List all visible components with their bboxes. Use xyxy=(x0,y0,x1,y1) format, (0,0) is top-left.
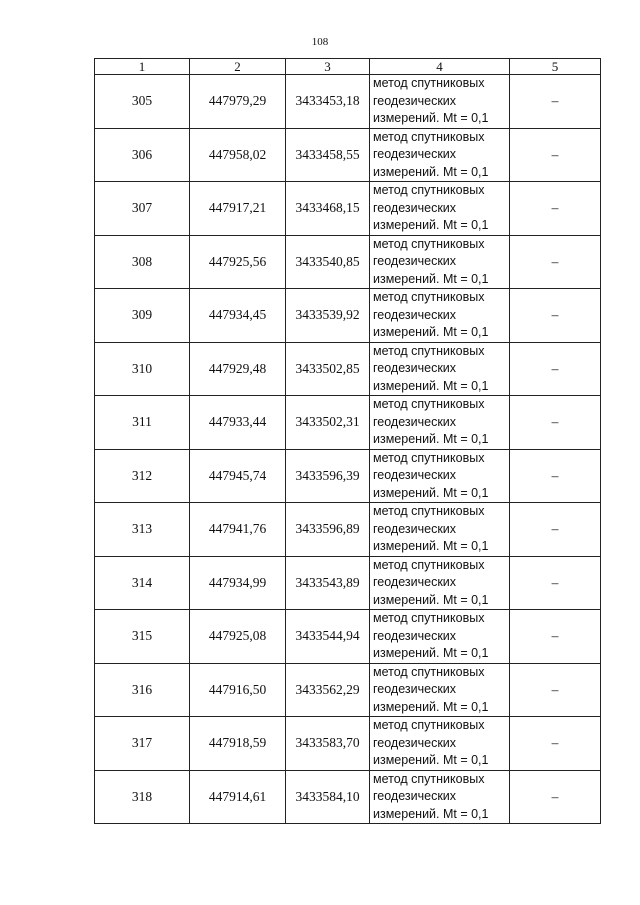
method-text-line: метод спутниковых xyxy=(373,236,485,251)
page-number: 108 xyxy=(311,36,329,48)
point-number-cell: 317 xyxy=(95,717,190,771)
point-number-cell: 306 xyxy=(95,128,190,182)
method-text-line: измерений. Mt = 0,1 xyxy=(373,806,489,821)
note-cell: – xyxy=(510,449,601,503)
method-cell xyxy=(370,75,510,129)
method-text-line: метод спутниковых xyxy=(373,664,485,679)
y-coordinate-cell: 3433468,15 xyxy=(286,182,370,236)
point-number-cell: 307 xyxy=(95,182,190,236)
x-coordinate-cell: 447958,02 xyxy=(190,128,286,182)
method-text-line: метод спутниковых xyxy=(373,611,485,625)
column-header-5: 5 xyxy=(510,59,601,75)
table-row xyxy=(95,75,601,129)
x-coordinate-cell: 447925,56 xyxy=(190,235,286,289)
note-cell: – xyxy=(510,556,601,610)
method-text-line: геодезических xyxy=(373,789,457,803)
method-text-line: метод спутниковых xyxy=(373,183,485,197)
y-coordinate-cell: 3433453,18 xyxy=(286,75,370,129)
table-row xyxy=(95,610,601,664)
method-text-line: метод спутниковых xyxy=(373,557,485,572)
table-row xyxy=(95,342,601,396)
y-coordinate-cell: 3433539,92 xyxy=(286,289,370,343)
table-row xyxy=(95,128,601,182)
method-text-line: геодезических xyxy=(373,682,457,696)
x-coordinate-cell: 447917,21 xyxy=(190,182,286,236)
method-cell xyxy=(370,556,510,610)
method-text-line: измерений. Mt = 0,1 xyxy=(373,592,489,607)
table-row xyxy=(95,182,601,236)
method-text-line: измерений. Mt = 0,1 xyxy=(373,699,489,714)
y-coordinate-cell: 3433562,29 xyxy=(286,663,370,717)
method-text-line: метод спутниковых xyxy=(373,343,485,358)
x-coordinate-cell: 447918,59 xyxy=(190,717,286,771)
y-coordinate-cell: 3433584,10 xyxy=(286,770,370,824)
column-header-4: 4 xyxy=(370,59,510,75)
y-coordinate-cell: 3433458,55 xyxy=(286,128,370,182)
method-text-line: измерений. Mt = 0,1 xyxy=(373,218,489,232)
method-text-line: измерений. Mt = 0,1 xyxy=(373,164,489,179)
method-text-line: метод спутниковых xyxy=(373,504,485,518)
method-text-line: геодезических xyxy=(373,414,457,429)
method-text-line: измерений. Mt = 0,1 xyxy=(373,753,489,767)
y-coordinate-cell: 3433540,85 xyxy=(286,235,370,289)
method-cell xyxy=(370,503,510,557)
method-text-line: метод спутниковых xyxy=(373,771,485,786)
method-cell xyxy=(370,128,510,182)
table-row xyxy=(95,235,601,289)
point-number-cell: 305 xyxy=(95,75,190,129)
method-text-line: метод спутниковых xyxy=(373,718,485,732)
method-cell xyxy=(370,663,510,717)
method-cell xyxy=(370,610,510,664)
y-coordinate-cell: 3433502,85 xyxy=(286,342,370,396)
note-cell: – xyxy=(510,610,601,664)
method-text-line: геодезических xyxy=(373,575,457,589)
method-text-line: измерений. Mt = 0,1 xyxy=(373,378,489,393)
method-text-line: геодезических xyxy=(373,147,457,161)
note-cell: – xyxy=(510,289,601,343)
method-text-line: измерений. Mt = 0,1 xyxy=(373,539,489,553)
column-header-1: 1 xyxy=(95,59,190,75)
note-cell: – xyxy=(510,396,601,450)
method-cell xyxy=(370,717,510,771)
note-cell: – xyxy=(510,717,601,771)
method-cell xyxy=(370,770,510,824)
point-number-cell: 315 xyxy=(95,610,190,664)
method-text-line: геодезических xyxy=(373,468,457,482)
point-number-cell: 308 xyxy=(95,235,190,289)
note-cell: – xyxy=(510,503,601,557)
note-cell: – xyxy=(510,75,601,129)
x-coordinate-cell: 447934,99 xyxy=(190,556,286,610)
method-text-line: метод спутниковых xyxy=(373,397,485,411)
method-text-line: геодезических xyxy=(373,735,457,750)
method-text-line: геодезических xyxy=(373,254,457,268)
method-text-line: геодезических xyxy=(373,361,457,375)
y-coordinate-cell: 3433544,94 xyxy=(286,610,370,664)
x-coordinate-cell: 447914,61 xyxy=(190,770,286,824)
note-cell: – xyxy=(510,235,601,289)
method-text-line: геодезических xyxy=(373,628,457,643)
y-coordinate-cell: 3433596,89 xyxy=(286,503,370,557)
method-text-line: метод спутниковых xyxy=(373,76,485,90)
table-row xyxy=(95,556,601,610)
point-number-cell: 311 xyxy=(95,396,190,450)
table-row xyxy=(95,717,601,771)
y-coordinate-cell: 3433502,31 xyxy=(286,396,370,450)
point-number-cell: 312 xyxy=(95,449,190,503)
x-coordinate-cell: 447934,45 xyxy=(190,289,286,343)
point-number-cell: 318 xyxy=(95,770,190,824)
y-coordinate-cell: 3433596,39 xyxy=(286,449,370,503)
method-text-line: метод спутниковых xyxy=(373,129,485,144)
method-text-line: измерений. Mt = 0,1 xyxy=(373,325,489,339)
note-cell: – xyxy=(510,663,601,717)
point-number-cell: 316 xyxy=(95,663,190,717)
x-coordinate-cell: 447929,48 xyxy=(190,342,286,396)
y-coordinate-cell: 3433583,70 xyxy=(286,717,370,771)
point-number-cell: 309 xyxy=(95,289,190,343)
table-row xyxy=(95,663,601,717)
method-text-line: метод спутниковых xyxy=(373,290,485,304)
x-coordinate-cell: 447941,76 xyxy=(190,503,286,557)
method-text-line: геодезических xyxy=(373,93,457,108)
y-coordinate-cell: 3433543,89 xyxy=(286,556,370,610)
x-coordinate-cell: 447945,74 xyxy=(190,449,286,503)
point-number-cell: 313 xyxy=(95,503,190,557)
point-number-cell: 310 xyxy=(95,342,190,396)
x-coordinate-cell: 447916,50 xyxy=(190,663,286,717)
method-text-line: измерений. Mt = 0,1 xyxy=(373,271,489,286)
table-body xyxy=(95,75,601,824)
coordinates-table xyxy=(94,58,601,824)
note-cell: – xyxy=(510,182,601,236)
method-cell xyxy=(370,342,510,396)
column-header-3: 3 xyxy=(286,59,370,75)
method-text-line: геодезических xyxy=(373,307,457,322)
method-cell xyxy=(370,182,510,236)
method-text-line: геодезических xyxy=(373,521,457,536)
method-cell xyxy=(370,289,510,343)
method-text-line: измерений. Mt = 0,1 xyxy=(373,485,489,500)
table-row xyxy=(95,449,601,503)
table-row xyxy=(95,503,601,557)
note-cell: – xyxy=(510,128,601,182)
method-cell xyxy=(370,235,510,289)
method-text-line: измерений. Mt = 0,1 xyxy=(373,111,489,125)
table-row xyxy=(95,289,601,343)
column-header-2: 2 xyxy=(190,59,286,75)
method-text-line: измерений. Mt = 0,1 xyxy=(373,432,489,446)
x-coordinate-cell: 447925,08 xyxy=(190,610,286,664)
note-cell: – xyxy=(510,342,601,396)
method-cell xyxy=(370,396,510,450)
x-coordinate-cell: 447933,44 xyxy=(190,396,286,450)
table-row xyxy=(95,396,601,450)
table-header-row xyxy=(95,59,601,75)
method-cell xyxy=(370,449,510,503)
table-row xyxy=(95,770,601,824)
point-number-cell: 314 xyxy=(95,556,190,610)
note-cell: – xyxy=(510,770,601,824)
method-text-line: метод спутниковых xyxy=(373,450,485,465)
method-text-line: геодезических xyxy=(373,200,457,215)
method-text-line: измерений. Mt = 0,1 xyxy=(373,646,489,660)
x-coordinate-cell: 447979,29 xyxy=(190,75,286,129)
